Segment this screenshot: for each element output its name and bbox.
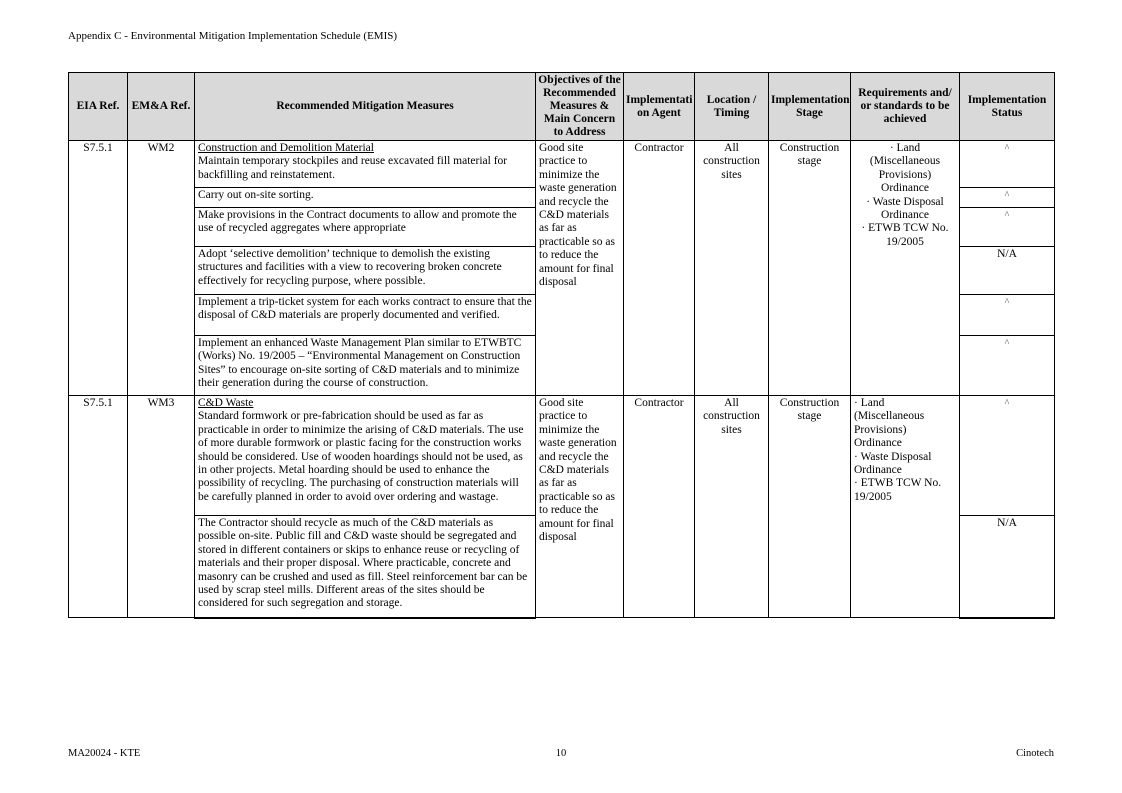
footer-page-number: 10 bbox=[555, 748, 567, 759]
measure-text: Implement an enhanced Waste Management Plan similar to ETWBTC (Works) No. 19/2005 – “Environmental Management on Construction Sites” to encourage on-site sorting of C&D materials and to minimize their generation during the course of construction. bbox=[198, 337, 522, 390]
status-cell bbox=[960, 188, 1055, 208]
requirement-item: · ETWB TCW No. 19/2005 bbox=[854, 477, 942, 503]
measure-text: Standard formwork or pre-fabrication should be used as far as practicable in order to minimize the arising of C&D materials. The use of more durable formwork or plastic facing for the construction works should be considered. Use of wooden hoardings should not be used, as in other projects. Metal hoarding should be used to enhance the possibility of recycling. The purchasing of construction materials will be carefully planned in order to avoid over ordering and wastage. bbox=[198, 410, 524, 503]
measure-cell bbox=[195, 336, 536, 396]
measure-heading: C&D Waste bbox=[198, 397, 254, 409]
status-cell bbox=[960, 396, 1055, 516]
measure-cell bbox=[195, 516, 536, 618]
table-row bbox=[69, 396, 1055, 516]
header-row bbox=[69, 73, 1055, 141]
measure-cell bbox=[195, 247, 536, 295]
measure-cell bbox=[195, 295, 536, 336]
location-cell: All construction sites bbox=[695, 141, 769, 396]
measure-text: Implement a trip-ticket system for each works contract to ensure that the disposal of C&D materials are properly documented and verified. bbox=[198, 296, 532, 322]
requirements-cell bbox=[851, 141, 960, 396]
column-header-agent: Implementati on Agent bbox=[624, 73, 695, 141]
requirement-item: · Waste Disposal Ordinance bbox=[854, 450, 932, 477]
table-row bbox=[69, 141, 1055, 188]
status-cell bbox=[960, 247, 1055, 295]
ema-ref-cell: WM2 bbox=[128, 141, 195, 396]
status-value: ^ bbox=[1004, 398, 1010, 409]
measure-text: Make provisions in the Contract documents to allow and promote the use of recycled aggregates where appropriate bbox=[198, 209, 517, 235]
requirement-item: · Land (Miscellaneous Provisions) Ordinance bbox=[854, 397, 925, 450]
page-title: Appendix C - Environmental Mitigation Implementation Schedule (EMIS) bbox=[68, 30, 398, 42]
footer-project-ref: MA20024 - KTE bbox=[68, 748, 141, 759]
column-header-location: Location / Timing bbox=[695, 73, 769, 141]
status-cell bbox=[960, 336, 1055, 396]
status-cell bbox=[960, 516, 1055, 618]
status-value: ^ bbox=[1004, 190, 1010, 201]
column-header-objectives: Objectives of the Recommended Measures & Main Concern to Address bbox=[536, 73, 624, 141]
measure-text: Maintain temporary stockpiles and reuse excavated fill material for backfilling and reinstatement. bbox=[198, 155, 508, 181]
measure-cell bbox=[195, 141, 536, 188]
column-header-stage: Implementation Stage bbox=[769, 73, 851, 141]
measure-cell bbox=[195, 188, 536, 208]
status-value: N/A bbox=[997, 517, 1017, 529]
measure-heading: Construction and Demolition Material bbox=[198, 142, 374, 154]
eia-ref-cell: S7.5.1 bbox=[69, 141, 128, 396]
stage-cell: Construction stage bbox=[769, 141, 851, 396]
eia-ref-cell: S7.5.1 bbox=[69, 396, 128, 618]
stage-cell: Construction stage bbox=[769, 396, 851, 618]
mitigation-schedule-table bbox=[68, 72, 1055, 619]
ema-ref-cell: WM3 bbox=[128, 396, 195, 618]
status-value: ^ bbox=[1004, 297, 1010, 308]
column-header-requirements: Requirements and/ or standards to be achieved bbox=[851, 73, 960, 141]
status-value: ^ bbox=[1004, 210, 1010, 221]
requirement-item: · ETWB TCW No. 19/2005 bbox=[861, 222, 949, 248]
measure-cell bbox=[195, 208, 536, 247]
measure-text: Adopt ‘selective demolition’ technique to demolish the existing structures and facilities with a view to recovering broken concrete effectively for recycling purpose, where possible. bbox=[198, 248, 502, 287]
location-cell: All construction sites bbox=[695, 396, 769, 618]
column-header-eia-ref: EIA Ref. bbox=[69, 73, 128, 141]
status-cell bbox=[960, 208, 1055, 247]
requirement-item: · Land (Miscellaneous Provisions) Ordinance bbox=[869, 142, 941, 195]
footer-company: Cinotech bbox=[1016, 748, 1054, 759]
status-value: ^ bbox=[1004, 338, 1010, 349]
measure-cell bbox=[195, 396, 536, 516]
column-header-ema-ref: EM&A Ref. bbox=[128, 73, 195, 141]
column-header-measures: Recommended Mitigation Measures bbox=[195, 73, 536, 141]
objectives-cell: Good site practice to minimize the waste generation and recycle the C&D materials as far as practicable so as to reduce the amount for final disposal bbox=[536, 396, 624, 618]
agent-cell: Contractor bbox=[624, 141, 695, 396]
requirement-item: · Waste Disposal Ordinance bbox=[866, 195, 944, 222]
column-header-status: Implementation Status bbox=[960, 73, 1055, 141]
status-cell bbox=[960, 295, 1055, 336]
measure-text: The Contractor should recycle as much of the C&D materials as possible on-site. Public fill and C&D waste should be segregated and stored in different containers or skips to enhance reuse or recycling of materials and their proper disposal. Where practicable, concrete and masonry can be crushed and used as fill. Steel reinforcement bar can be used by scrap steel mills. Different areas of the sites should be considered for such segregation and storage. bbox=[198, 517, 528, 610]
measure-text: Carry out on-site sorting. bbox=[198, 189, 314, 201]
requirements-cell bbox=[851, 396, 960, 618]
status-value: ^ bbox=[1004, 143, 1010, 154]
agent-cell: Contractor bbox=[624, 396, 695, 618]
status-value: N/A bbox=[997, 248, 1017, 260]
status-cell bbox=[960, 141, 1055, 188]
objectives-cell: Good site practice to minimize the waste generation and recycle the C&D materials as far as practicable so as to reduce the amount for final disposal bbox=[536, 141, 624, 396]
